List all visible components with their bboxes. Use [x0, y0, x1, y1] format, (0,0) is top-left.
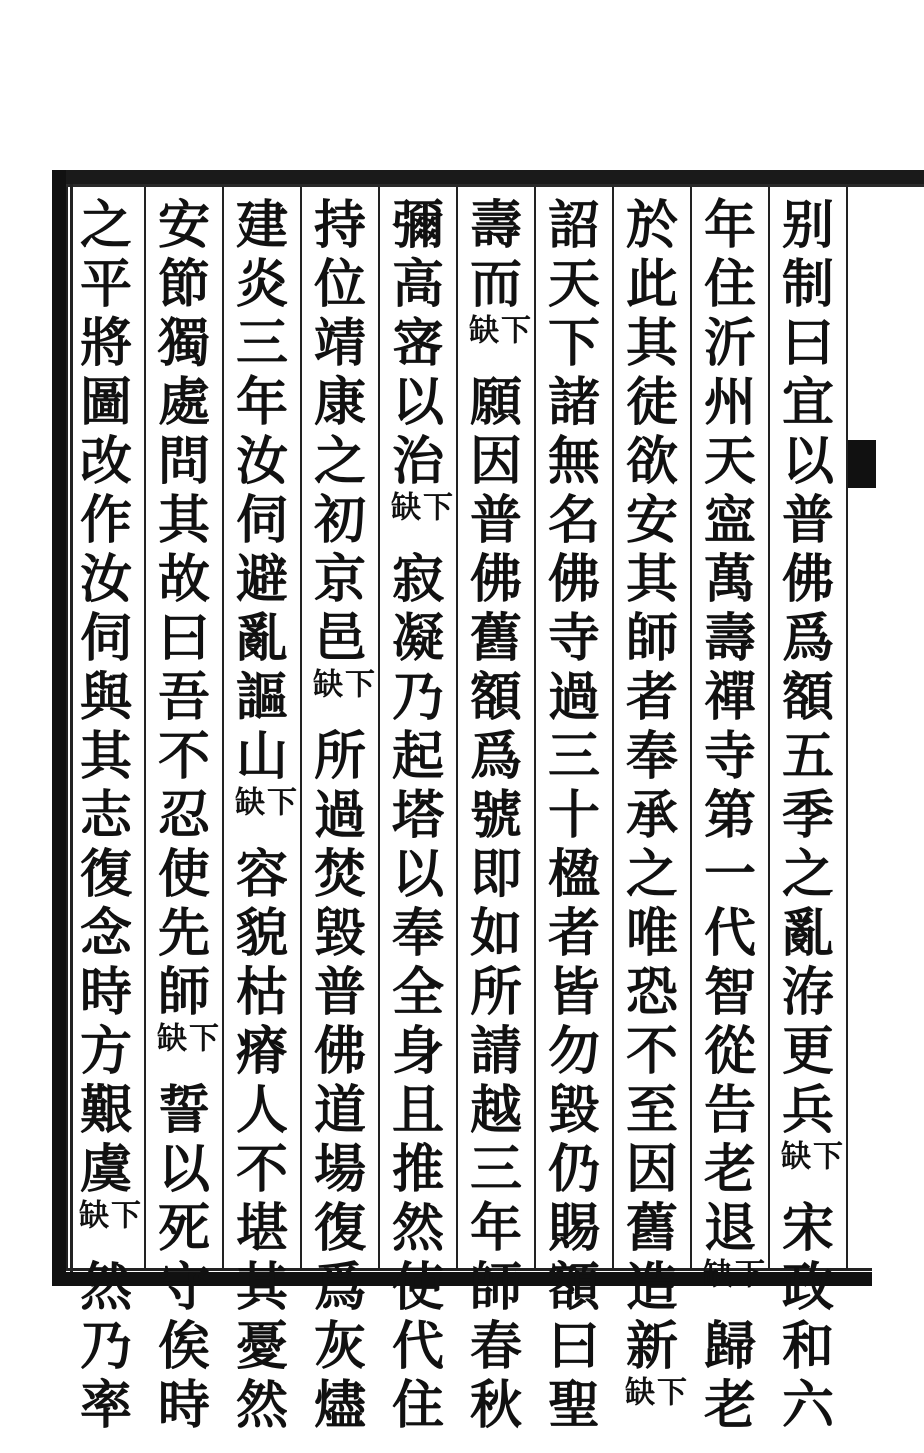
- column-character: 和: [781, 1316, 834, 1377]
- column-character: 枯: [235, 962, 288, 1023]
- column-character: 平: [79, 254, 132, 315]
- column-character: 普: [313, 962, 366, 1023]
- column-character: 天: [703, 431, 756, 492]
- column-character: 避: [235, 549, 288, 610]
- column-character: 使: [391, 1257, 444, 1318]
- column-character: 憂: [235, 1316, 288, 1377]
- column-character: 炎: [235, 254, 288, 315]
- column-character: 新: [625, 1316, 678, 1377]
- column-character: 智: [703, 962, 756, 1023]
- lacuna-note: 下 缺: [697, 1258, 764, 1288]
- column-character: 山: [235, 726, 288, 787]
- column-character: 宜: [781, 372, 834, 433]
- column-character: 住: [703, 254, 756, 315]
- column-character: 汝: [235, 431, 288, 492]
- column-character: 年: [235, 372, 288, 433]
- column-character: 寺: [547, 608, 600, 669]
- column-tail-source: [0, 0, 1, 1]
- column-character: 安: [157, 195, 210, 256]
- column-character: 以: [157, 1139, 210, 1200]
- column-character: 以: [391, 372, 444, 433]
- column-character: 灰: [313, 1316, 366, 1377]
- column-character: 老: [703, 1375, 756, 1436]
- column-character: 不: [625, 1021, 678, 1082]
- column-character: 不: [235, 1139, 288, 1200]
- column-character: 亂: [781, 903, 834, 964]
- column-note-source: [0, 0, 1, 1]
- column-character: 以: [391, 844, 444, 905]
- column-character: 楹: [547, 844, 600, 905]
- column-character: 彌: [391, 195, 444, 256]
- column-character: 時: [79, 962, 132, 1023]
- page-frame-top-inner: [58, 184, 924, 187]
- column-note-source: [0, 0, 1, 1]
- column-character: 亂: [235, 608, 288, 669]
- column-character: 師: [625, 608, 678, 669]
- column-character: 位: [313, 254, 366, 315]
- column-character: 普: [469, 490, 522, 551]
- column-character: 且: [391, 1080, 444, 1141]
- column-character: 汝: [79, 549, 132, 610]
- column-character: 沂: [703, 313, 756, 374]
- column-note-source: [0, 0, 1, 1]
- column-text-source: [0, 0, 1, 1]
- column-character: 爲: [469, 726, 522, 787]
- column-character: 一: [703, 844, 756, 905]
- column-character: 歸: [703, 1316, 756, 1377]
- column-character: 方: [79, 1021, 132, 1082]
- column-character: 季: [781, 785, 834, 846]
- column-character: 處: [157, 372, 210, 433]
- column-character: 請: [469, 1021, 522, 1082]
- column-character: 如: [469, 903, 522, 964]
- column-character: 乃: [391, 667, 444, 728]
- column-character: 邑: [313, 608, 366, 669]
- column-rule: [66, 187, 68, 1268]
- column-character: 越: [469, 1080, 522, 1141]
- column-character: 佛: [547, 549, 600, 610]
- column-tail-source: [0, 0, 1, 1]
- column-character: 所: [313, 726, 366, 787]
- column-character: 舊: [625, 1198, 678, 1259]
- column-character: 六: [781, 1375, 834, 1436]
- column-character: 全: [391, 962, 444, 1023]
- column-character: 曰: [547, 1316, 600, 1377]
- column-character: 貌: [235, 903, 288, 964]
- column-character: 兵: [781, 1080, 834, 1141]
- column-character: 十: [547, 785, 600, 846]
- column-character: 俟: [157, 1316, 210, 1377]
- column-character: 者: [547, 903, 600, 964]
- column-character: 即: [469, 844, 522, 905]
- text-column: [776, 196, 840, 1435]
- column-character: 寂: [391, 549, 444, 610]
- column-character: 毀: [313, 903, 366, 964]
- column-character: 壽: [703, 608, 756, 669]
- column-text-source: [0, 0, 1, 1]
- column-character: 額: [781, 667, 834, 728]
- column-character: 壽: [469, 195, 522, 256]
- column-character: 建: [235, 195, 288, 256]
- column-character: 持: [313, 195, 366, 256]
- column-character: 故: [157, 549, 210, 610]
- column-tail-source: [0, 0, 1, 1]
- column-character: 第: [703, 785, 756, 846]
- column-character: 寺: [703, 726, 756, 787]
- column-character: 徒: [625, 372, 678, 433]
- column-note-source: [0, 0, 1, 1]
- column-character: 之: [781, 844, 834, 905]
- column-rule: [144, 187, 146, 1268]
- column-character: 年: [469, 1198, 522, 1259]
- column-character: 師: [157, 962, 210, 1023]
- column-character: 守: [157, 1257, 210, 1318]
- column-character: 舊: [469, 608, 522, 669]
- column-character: 賜: [547, 1198, 600, 1259]
- column-text-source: [0, 0, 1, 1]
- column-character: 謳: [235, 667, 288, 728]
- column-character: 推: [391, 1139, 444, 1200]
- column-character: 恐: [625, 962, 678, 1023]
- column-character: 因: [469, 431, 522, 492]
- column-character: 奉: [625, 726, 678, 787]
- column-rule: [612, 187, 614, 1268]
- column-character: 將: [79, 313, 132, 374]
- column-text-source: [0, 0, 1, 1]
- column-rule: [534, 187, 536, 1268]
- text-column: [698, 196, 762, 1435]
- column-note-source: [0, 0, 1, 1]
- column-character: 願: [469, 372, 522, 433]
- text-column: [308, 196, 372, 1435]
- column-character: 聖: [547, 1375, 600, 1436]
- column-character: 先: [157, 903, 210, 964]
- column-character: 制: [781, 254, 834, 315]
- text-column: [386, 196, 450, 1435]
- column-character: 率: [79, 1375, 132, 1436]
- column-character: 虞: [79, 1139, 132, 1200]
- column-character: 起: [391, 726, 444, 787]
- text-column: [464, 196, 528, 1435]
- column-character: 乃: [79, 1316, 132, 1377]
- column-tail-source: [0, 0, 1, 1]
- lacuna-note: 下 缺: [73, 1199, 140, 1229]
- column-character: 萬: [703, 549, 756, 610]
- column-character: 毀: [547, 1080, 600, 1141]
- column-character: 告: [703, 1080, 756, 1141]
- column-text-source: [0, 0, 1, 1]
- column-character: 之: [313, 431, 366, 492]
- column-character: 代: [391, 1316, 444, 1377]
- column-character: 號: [469, 785, 522, 846]
- column-character: 天: [547, 254, 600, 315]
- column-character: 不: [157, 726, 210, 787]
- column-character: 作: [79, 490, 132, 551]
- column-character: 改: [79, 431, 132, 492]
- column-character: 五: [781, 726, 834, 787]
- text-column: [74, 196, 138, 1435]
- column-character: 靖: [313, 313, 366, 374]
- column-character: 額: [547, 1257, 600, 1318]
- column-character: 曰: [157, 608, 210, 669]
- column-rule: [300, 187, 302, 1268]
- column-character: 欲: [625, 431, 678, 492]
- column-character: 住: [391, 1375, 444, 1436]
- column-character: 代: [703, 903, 756, 964]
- column-character: 退: [703, 1198, 756, 1259]
- column-rule: [690, 187, 692, 1268]
- text-column: [152, 196, 216, 1435]
- column-character: 圖: [79, 372, 132, 433]
- lacuna-note: 下 缺: [619, 1376, 686, 1406]
- column-character: 過: [313, 785, 366, 846]
- column-character: 三: [547, 726, 600, 787]
- column-character: 死: [157, 1198, 210, 1259]
- column-character: 之: [79, 195, 132, 256]
- column-character: 治: [391, 431, 444, 492]
- column-character: 寍: [703, 490, 756, 551]
- column-character: 老: [703, 1139, 756, 1200]
- lacuna-note: 下 缺: [229, 786, 296, 816]
- column-note-source: [0, 0, 1, 1]
- column-character: 造: [625, 1257, 678, 1318]
- column-character: 仍: [547, 1139, 600, 1200]
- column-character: 春: [469, 1316, 522, 1377]
- margin-block: [848, 440, 876, 488]
- column-tail-source: [0, 0, 1, 1]
- column-character: 禪: [703, 667, 756, 728]
- column-character: 名: [547, 490, 600, 551]
- column-character: 其: [235, 1257, 288, 1318]
- column-character: 於: [625, 195, 678, 256]
- column-character: 安: [625, 490, 678, 551]
- column-character: 場: [313, 1139, 366, 1200]
- column-text-source: [0, 0, 1, 1]
- column-character: 承: [625, 785, 678, 846]
- column-text-source: [0, 0, 1, 1]
- column-character: 詔: [547, 195, 600, 256]
- column-character: 堪: [235, 1198, 288, 1259]
- column-character: 佛: [469, 549, 522, 610]
- column-character: 復: [79, 844, 132, 905]
- column-character: 塔: [391, 785, 444, 846]
- lacuna-note: 下 缺: [385, 491, 452, 521]
- column-character: 忍: [157, 785, 210, 846]
- column-character: 從: [703, 1021, 756, 1082]
- column-character: 三: [235, 313, 288, 374]
- column-character: 與: [79, 667, 132, 728]
- column-character: 康: [313, 372, 366, 433]
- column-tail-source: [0, 0, 1, 1]
- text-column: [542, 196, 606, 1435]
- text-column: [620, 196, 684, 1435]
- column-character: 使: [157, 844, 210, 905]
- column-character: 伺: [235, 490, 288, 551]
- column-character: 額: [469, 667, 522, 728]
- text-column: [230, 196, 294, 1435]
- column-character: 京: [313, 549, 366, 610]
- column-character: 人: [235, 1080, 288, 1141]
- lacuna-note: 下 缺: [775, 1140, 842, 1170]
- column-character: 獨: [157, 313, 210, 374]
- column-character: 然: [235, 1375, 288, 1436]
- column-character: 以: [781, 431, 834, 492]
- column-character: 燼: [313, 1375, 366, 1436]
- column-character: 皆: [547, 962, 600, 1023]
- page-frame-top: [52, 170, 924, 184]
- column-character: 之: [625, 844, 678, 905]
- column-character: 宋: [781, 1198, 834, 1259]
- column-text-source: [0, 0, 1, 1]
- column-character: 師: [469, 1257, 522, 1318]
- column-character: 别: [781, 195, 834, 256]
- column-character: 瘠: [235, 1021, 288, 1082]
- column-character: 志: [79, 785, 132, 846]
- column-character: 所: [469, 962, 522, 1023]
- column-character: 時: [157, 1375, 210, 1436]
- column-character: 佛: [781, 549, 834, 610]
- column-rule: [768, 187, 770, 1268]
- column-character: 然: [79, 1257, 132, 1318]
- page-frame-left: [52, 170, 66, 1286]
- column-character: 容: [235, 844, 288, 905]
- column-note-source: [0, 0, 1, 1]
- column-character: 其: [79, 726, 132, 787]
- column-character: 宻: [391, 313, 444, 374]
- column-character: 曰: [781, 313, 834, 374]
- column-character: 洊: [781, 962, 834, 1023]
- column-character: 年: [703, 195, 756, 256]
- page-frame-left-inner: [70, 184, 73, 1274]
- column-character: 因: [625, 1139, 678, 1200]
- column-character: 秋: [469, 1375, 522, 1436]
- column-character: 吾: [157, 667, 210, 728]
- column-character: 高: [391, 254, 444, 315]
- column-character: 無: [547, 431, 600, 492]
- column-rule: [846, 187, 848, 1268]
- column-rule: [378, 187, 380, 1268]
- column-note-source: [0, 0, 1, 1]
- column-character: 諸: [547, 372, 600, 433]
- lacuna-note: 下 缺: [463, 314, 530, 344]
- lacuna-note: 下 缺: [151, 1022, 218, 1052]
- column-character: 爲: [313, 1257, 366, 1318]
- column-rule: [456, 187, 458, 1268]
- column-character: 奉: [391, 903, 444, 964]
- column-character: 誓: [157, 1080, 210, 1141]
- column-character: 爲: [781, 608, 834, 669]
- column-character: 唯: [625, 903, 678, 964]
- column-character: 至: [625, 1080, 678, 1141]
- column-character: 政: [781, 1257, 834, 1318]
- column-character: 然: [391, 1198, 444, 1259]
- column-character: 勿: [547, 1021, 600, 1082]
- column-tail-source: [0, 0, 1, 1]
- column-text-source: [0, 0, 1, 1]
- column-character: 焚: [313, 844, 366, 905]
- column-text-source: [0, 0, 1, 1]
- column-character: 伺: [79, 608, 132, 669]
- column-character: 道: [313, 1080, 366, 1141]
- column-character: 復: [313, 1198, 366, 1259]
- column-character: 問: [157, 431, 210, 492]
- column-character: 身: [391, 1021, 444, 1082]
- column-character: 此: [625, 254, 678, 315]
- column-character: 而: [469, 254, 522, 315]
- column-character: 佛: [313, 1021, 366, 1082]
- column-character: 其: [625, 549, 678, 610]
- column-character: 其: [625, 313, 678, 374]
- column-character: 節: [157, 254, 210, 315]
- column-character: 初: [313, 490, 366, 551]
- column-character: 念: [79, 903, 132, 964]
- column-character: 者: [625, 667, 678, 728]
- column-note-source: [0, 0, 1, 1]
- column-rule: [222, 187, 224, 1268]
- column-tail-source: [0, 0, 1, 1]
- column-character: 凝: [391, 608, 444, 669]
- column-character: 州: [703, 372, 756, 433]
- column-character: 普: [781, 490, 834, 551]
- column-character: 下: [547, 313, 600, 374]
- column-character: 三: [469, 1139, 522, 1200]
- lacuna-note: 下 缺: [307, 668, 374, 698]
- column-character: 更: [781, 1021, 834, 1082]
- column-character: 其: [157, 490, 210, 551]
- column-character: 艱: [79, 1080, 132, 1141]
- column-character: 過: [547, 667, 600, 728]
